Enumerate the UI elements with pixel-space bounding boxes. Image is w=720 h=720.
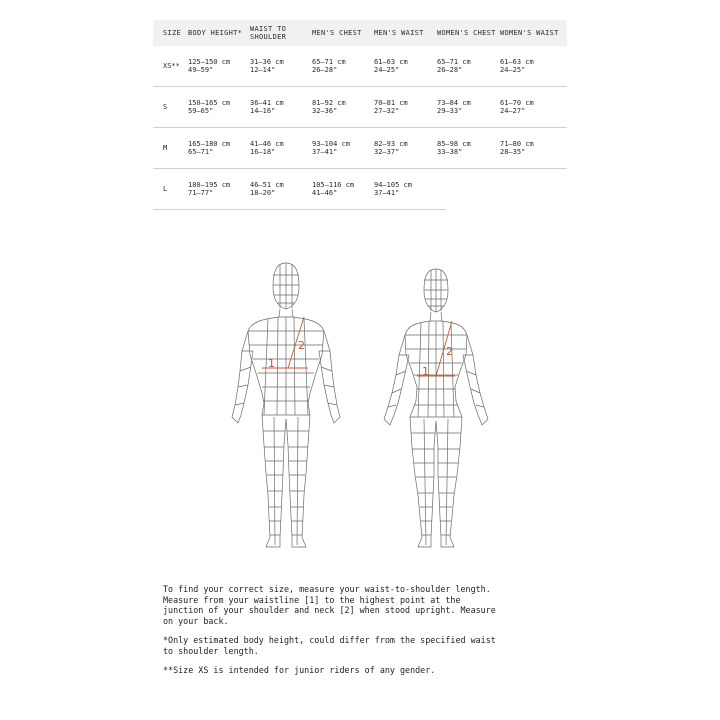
female-marker-2: 2 — [446, 345, 453, 358]
table-cell: 180–195 cm 71–77" — [188, 181, 231, 197]
table-row — [153, 169, 446, 210]
body-measurement-figures — [200, 255, 520, 565]
header-womens-chest: WOMEN'S CHEST — [437, 29, 496, 37]
table-cell: 61–63 cm 24–25" — [374, 58, 408, 74]
xs-footnote: **Size XS is intended for junior riders of any gender. — [163, 665, 436, 675]
size-cell: XS** — [163, 62, 180, 70]
table-row — [153, 87, 567, 128]
table-cell: 105–116 cm 41–46" — [312, 181, 355, 197]
table-cell: 61–70 cm 24–27" — [500, 99, 534, 115]
female-marker-1: 1 — [422, 365, 429, 378]
header-mens-waist: MEN'S WAIST — [374, 29, 424, 37]
table-cell: 82–93 cm 32–37" — [374, 140, 408, 156]
table-cell: 70–81 cm 27–32" — [374, 99, 408, 115]
height-footnote: *Only estimated body height, could differ from the specified waist to shoulder length. — [163, 635, 496, 656]
table-cell: 94–105 cm 37–41" — [374, 181, 412, 197]
table-row — [153, 128, 567, 169]
male-marker-1: 1 — [268, 357, 275, 370]
female-figure — [384, 269, 488, 547]
table-header — [153, 20, 567, 46]
header-body-height: BODY HEIGHT* — [188, 29, 243, 37]
table-cell: 93–104 cm 37–41" — [312, 140, 350, 156]
male-figure — [232, 263, 340, 547]
table-cell: 125–150 cm 49–59" — [188, 58, 231, 74]
header-mens-chest: MEN'S CHEST — [312, 29, 362, 37]
table-cell: 61–63 cm 24–25" — [500, 58, 534, 74]
table-cell: 73–84 cm 29–33" — [437, 99, 471, 115]
table-cell: 41–46 cm 16–18" — [250, 140, 284, 156]
table-cell: 165–180 cm 65–71" — [188, 140, 231, 156]
size-cell: M — [163, 144, 168, 152]
size-cell: S — [163, 103, 168, 111]
table-cell: 65–71 cm 26–28" — [437, 58, 471, 74]
table-cell: 65–71 cm 26–28" — [312, 58, 346, 74]
table-cell: 36–41 cm 14–16" — [250, 99, 284, 115]
table-cell: 31–36 cm 12–14" — [250, 58, 284, 74]
table-cell: 46–51 cm 18–20" — [250, 181, 284, 197]
table-cell: 85–98 cm 33–38" — [437, 140, 471, 156]
male-marker-2: 2 — [298, 339, 305, 352]
size-cell: L — [163, 185, 168, 193]
table-cell: 71–80 cm 28–35" — [500, 140, 534, 156]
table-cell: 150–165 cm 59–65" — [188, 99, 231, 115]
size-chart-table — [153, 20, 567, 210]
header-womens-waist: WOMEN'S WAIST — [500, 29, 559, 37]
sizing-notes — [163, 584, 543, 685]
table-cell: 81–92 cm 32–36" — [312, 99, 346, 115]
header-size: SIZE — [163, 29, 182, 37]
measure-instructions: To find your correct size, measure your waist-to-shoulder length. Measure from your waistline [1] to the highest point at the junction of your shoulder and neck [2] when stood upright. Measure on your back. — [163, 584, 496, 626]
table-row — [153, 46, 567, 87]
header-waist-to-shoulder: WAIST TO SHOULDER — [250, 25, 287, 41]
